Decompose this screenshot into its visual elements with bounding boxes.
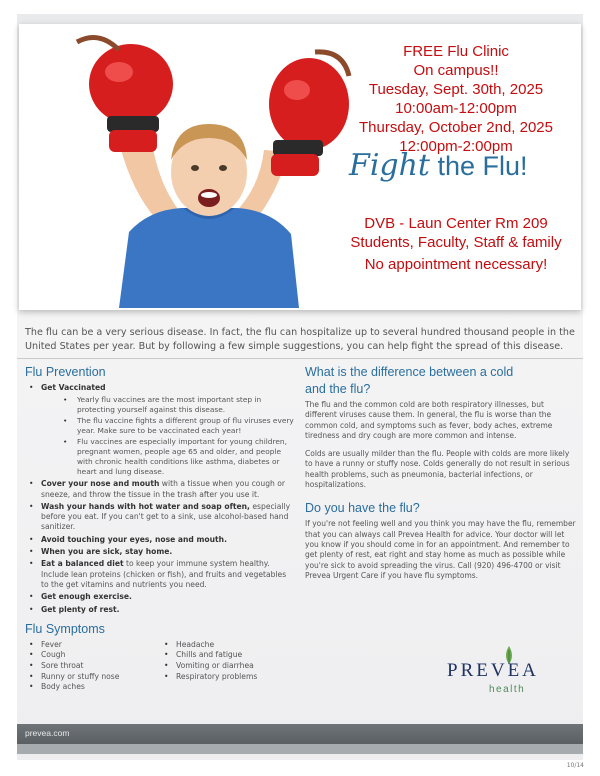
item-bold: Get plenty of rest. xyxy=(41,604,120,614)
symptom-item: • Runny or stuffy nose xyxy=(25,672,160,683)
footer-bar xyxy=(17,724,583,744)
page-number: 10/14 xyxy=(566,762,584,769)
list-item xyxy=(25,605,295,615)
intro-paragraph: The flu can be a very serious disease. In fact, the flu can hospitalize up to several hundred thousand people in the United States per year. But by following a few simple suggestions, you can help fight the spread of this disease. xyxy=(25,327,575,352)
list-item xyxy=(25,547,295,557)
item-text: with a tissue when you cough or sneeze, and throw the tissue in the trash after you use it. xyxy=(41,479,286,499)
fight-word: Fight xyxy=(349,148,430,183)
symptom-item: • Body aches xyxy=(25,682,160,693)
list-item xyxy=(25,383,295,477)
location-info xyxy=(331,214,581,252)
prevention-list xyxy=(25,383,295,615)
flyer-page xyxy=(17,14,583,760)
clinic-line: Tuesday, Sept. 30th, 2025 xyxy=(368,81,544,98)
prevention-title: Flu Prevention xyxy=(25,365,106,379)
prevea-logo xyxy=(445,646,555,696)
location-line: DVB - Laun Center Rm 209 xyxy=(364,215,548,232)
right-column xyxy=(305,364,577,581)
symptoms-title: Flu Symptoms xyxy=(25,621,105,636)
clinic-line: FREE Flu Clinic xyxy=(403,43,509,60)
sub-item: • Yearly flu vaccines are the most important step in protecting yourself against this disease. xyxy=(71,395,295,415)
list-item xyxy=(25,479,295,500)
symptom-item: • Vomiting or diarrhea xyxy=(160,661,295,672)
list-item xyxy=(25,592,295,602)
footer-url: prevea.com xyxy=(25,728,70,738)
have-flu-title: Do you have the flu? xyxy=(305,501,420,516)
sub-item: • The flu vaccine fights a different group of flu viruses every year. Make sure to be vaccinated each year! xyxy=(71,416,295,436)
clinic-line: On campus!! xyxy=(413,62,499,79)
clinic-line: 12:00pm-2:00pm xyxy=(399,138,513,155)
have-flu-paragraph: If you're not feeling well and you think you may have the flu, remember that you can always call Prevea Health for advice. Your doctor will let you know if you should come in for an appointment. And remember to get plenty of rest, eat right and stay home as much as possible while you're sick to avoid spreading the virus. Call (920) 496-4700 or visit Prevea Urgent Care if you have flu symptoms. xyxy=(305,519,576,580)
symptoms-column-1 xyxy=(25,640,160,693)
difference-paragraph-1: The flu and the common cold are both respiratory illnesses, but different viruses cause them. In general, the flu is worse than the common cold, and symptoms such as fever, body aches, extreme tiredness and dry cough are more common and intense. xyxy=(305,400,553,440)
sub-item: • Flu vaccines are especially important for young children, pregnant women, people age 65 and older, and people with chronic health conditions like asthma, diabetes or heart and lung disease. xyxy=(71,437,295,477)
the-flu-word: the Flu! xyxy=(430,151,528,181)
item-bold: Eat a balanced diet xyxy=(41,559,124,569)
hero-card xyxy=(19,24,581,310)
list-item xyxy=(25,559,295,590)
difference-title-line2: and the flu? xyxy=(305,382,371,396)
item-bold: When you are sick, stay home. xyxy=(41,547,173,557)
clinic-info xyxy=(331,42,581,156)
left-column xyxy=(25,364,295,693)
item-bold: Cover your nose and mouth xyxy=(41,479,160,489)
symptom-item: • Sore throat xyxy=(25,661,160,672)
item-text: to keep your immune system healthy. Include lean proteins (chicken or fish), and fruits and vegetables to the get vitamins and nutrients you need. xyxy=(41,559,287,589)
difference-title-line1: What is the difference between a cold xyxy=(305,365,514,379)
symptom-item: • Cough xyxy=(25,650,160,661)
symptom-item: • Chills and fatigue xyxy=(160,650,295,661)
item-text: especially before you eat. If you can't get to a sink, use alcohol-based hand sanitizer. xyxy=(41,501,291,532)
logo-health: health xyxy=(489,684,526,695)
item-bold: Get Vaccinated xyxy=(41,383,106,392)
boy-with-boxing-gloves-icon xyxy=(59,32,359,308)
logo-wordmark: PREVEA xyxy=(447,660,539,681)
symptom-item: • Respiratory problems xyxy=(160,672,295,683)
symptoms-column-2 xyxy=(160,640,295,693)
fight-the-flu-headline xyxy=(349,148,528,183)
symptom-item: • Headache xyxy=(160,640,295,651)
symptom-item: • Fever xyxy=(25,640,160,651)
symptoms-list xyxy=(25,640,295,693)
divider xyxy=(17,358,583,359)
footer-band xyxy=(17,744,583,754)
list-item xyxy=(25,535,295,545)
list-item xyxy=(25,502,295,533)
item-bold: Avoid touching your eyes, nose and mouth. xyxy=(41,534,227,544)
audience-line: Students, Faculty, Staff & family xyxy=(350,234,562,251)
difference-paragraph-2: Colds are usually milder than the flu. People with colds are more likely to have a runny or stuffy nose. Colds generally do not result in serious health problems, such as pneumonia, bacterial infections, or hospitalizations. xyxy=(305,449,570,490)
item-bold: Get enough exercise. xyxy=(41,592,132,602)
vaccine-sublist xyxy=(41,395,295,477)
clinic-line: Thursday, October 2nd, 2025 xyxy=(358,119,553,136)
clinic-line: 10:00am-12:00pm xyxy=(395,100,517,117)
difference-title xyxy=(305,364,577,398)
item-bold: Wash your hands with hot water and soap often, xyxy=(41,501,250,511)
no-appointment-note: No appointment necessary! xyxy=(364,256,548,273)
